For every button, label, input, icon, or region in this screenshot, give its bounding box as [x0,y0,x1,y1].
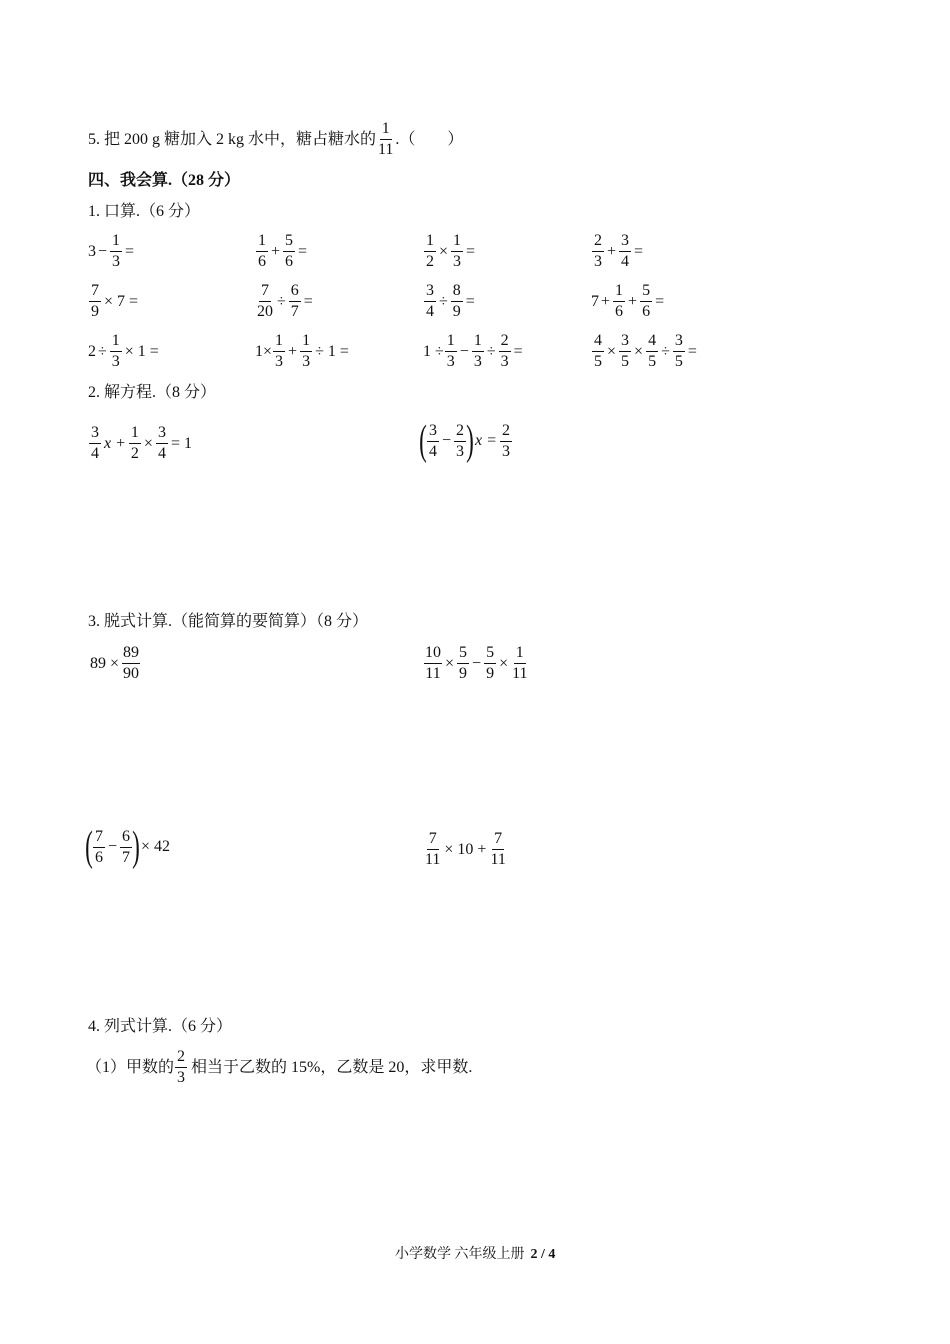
footer-text: 小学数学 六年级上册 [395,1247,525,1262]
oral-calc-item: $\frac{1}{6}$ + $\frac{5}{6}$ = [258,232,308,270]
right-paren-icon: ) [132,824,140,870]
equation-1: $\frac{3}{4}$ x + $\frac{1}{2}$ × $\frac{3}{4}$ = 1 [91,424,192,462]
part-3-title: 3. 脱式计算.（能简算的要简算）（8 分） [88,613,369,630]
oral-calc-item: 3 − $\frac{1}{3}$ = [88,232,135,270]
oral-calc-item: 7 + $\frac{1}{6}$ + $\frac{5}{6}$ = [591,282,665,320]
oral-calc-item: $\frac{7}{20}$ ÷ $\frac{6}{7}$ = [257,282,313,320]
oral-calc-item: $\frac{3}{4}$ ÷ $\frac{8}{9}$ = [426,282,475,320]
page-number: 2 / 4 [530,1247,556,1262]
calc-expression-1: 89 × $\frac{89}{90}$ [90,644,140,682]
left-paren-icon: ( [85,824,93,870]
answer-blank: .（ ） [395,130,464,148]
section-heading: 四、我会算.（28 分） [88,172,241,189]
calc-expression-4: $\frac{7}{11}$ × 10 + $\frac{7}{11}$ [425,830,506,868]
oral-calc-item: $\frac{1}{2}$ × $\frac{1}{3}$ = [426,232,476,270]
calc-expression-2: $\frac{10}{11}$ × $\frac{5}{9}$ − $\frac{5}{9}$ × $\frac{1}{11}$ [425,644,528,682]
oral-calc-item: $\frac{4}{5}$ × $\frac{3}{5}$ × $\frac{4}{5}$ ÷ $\frac{3}{5}$ = [594,332,697,370]
left-paren-icon: ( [419,418,427,464]
oral-calc-item: $\frac{2}{3}$ + $\frac{3}{4}$ = [594,232,644,270]
part-2-title: 2. 解方程.（8 分） [88,384,217,401]
oral-calc-item: 2 ÷ $\frac{1}{3}$ × 1 = [88,332,159,370]
part-1-title: 1. 口算.（6 分） [88,203,201,220]
word-problem-1: （1）甲数的 $\frac{2}{3}$ 相当于乙数的 15%，乙数是 20，求甲数. [86,1048,473,1086]
oral-calc-item: $\frac{7}{9}$ × 7 = [91,282,139,320]
right-paren-icon: ) [466,418,474,464]
equation-2: ( $\frac{3}{4}$ − $\frac{2}{3}$ ) x = $\frac{2}{3}$ [419,418,510,464]
part-4-title: 4. 列式计算.（6 分） [88,1018,233,1035]
question-5-text: 5. 把 200 g 糖加入 2 kg 水中，糖占糖水的 [88,130,377,148]
oral-calc-item: 1 ÷ $\frac{1}{3}$ − $\frac{1}{3}$ ÷ $\frac{2}{3}$ = [423,332,523,370]
oral-calc-item: 1× $\frac{1}{3}$ + $\frac{1}{3}$ ÷ 1 = [255,332,349,370]
calc-expression-3: ( $\frac{7}{6}$ − $\frac{6}{7}$ ) × 42 [85,824,171,870]
page-footer [395,1248,555,1262]
question-5 [88,121,463,158]
fraction: $\frac{1}{11}$ [378,120,394,158]
